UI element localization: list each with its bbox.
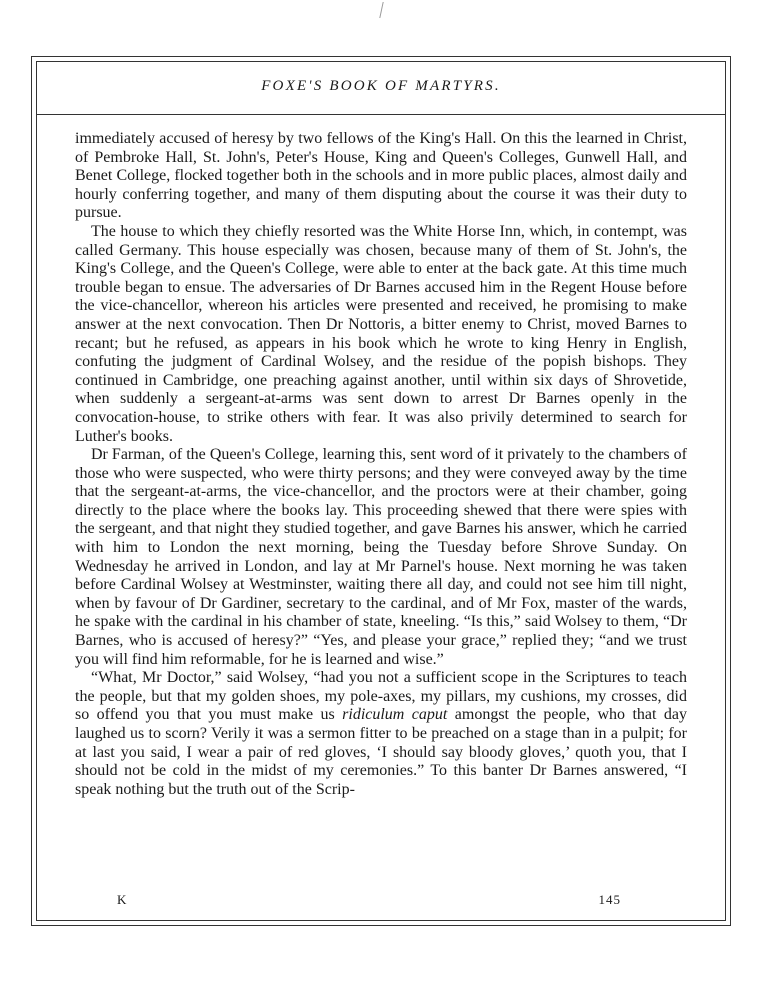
page-edge-mark	[379, 2, 385, 18]
body-text	[75, 130, 687, 799]
paragraph-dr-farman: Dr Farman, of the Queen's College, learning this, sent word of it privately to the chambers of those who were suspected, who were thirty persons; and they were conveyed away by the time that the sergeant-at-arms, the vice-chancellor, and the proctors were at their chamber, going directly to the place where the books lay. This proceeding shewed that there were spies with the sergeant, and that night they studied together, and gave Barnes his answer, which he carried with him to London the next morning, being the Tuesday before Shrove Sunday. On Wednesday he arrived in London, and lay at Mr Parnel's house. Next morning he was taken before Cardinal Wolsey at Westminster, waiting there all day, and could not see him till night, when by favour of Dr Gardiner, secretary to the cardinal, and of Mr Fox, master of the wards, he spake with the cardinal in his chamber of state, kneeling. “Is this,” said Wolsey to them, “Dr Barnes, who is accused of heresy?” “Yes, and please your grace,” replied they; “and we trust you will find him reformable, for he is learned and wise.”	[75, 446, 687, 668]
paragraph-white-horse-inn: The house to which they chiefly resorted was the White Horse Inn, which, in contempt, was called Germany. This house especially was chosen, because many of them of St. John's, the King's College, and the Queen's College, were able to enter at the back gate. At this time much trouble began to ensue. The adversaries of Dr Barnes accused him in the Regent House before the vice-chancellor, whereon his articles were presented and received, he promising to make answer at the next convocation. Then Dr Nottoris, a bitter enemy to Christ, moved Barnes to recant; but he refused, as appears in his book which he wrote to king Henry in English, confuting the judgment of Cardinal Wolsey, and the residue of the popish bishops. They continued in Cambridge, one preaching against another, until within six days of Shrovetide, when suddenly a sergeant-at-arms was sent down to arrest Dr Barnes openly in the convocation-house, to strike others with fear. It was also privily determined to search for Luther's books.	[75, 222, 687, 445]
wolsey-speech-text-2: amongst the people, who that day laughed us to scorn? Verily it was a sermon fitter to be preached on a stage than in a pulpit; for at last you said, I wear a pair of red gloves, ‘I should say bloody gloves,’ quoth you, that I should not be cold in the midst of my ceremonies.” To this banter Dr Barnes answered, “I speak nothing but the truth out of the Scrip-	[75, 706, 688, 798]
paragraph-continued: immediately accused of heresy by two fellows of the King's Hall. On this the learned in Christ, of Pembroke Hall, St. John's, Peter's House, King and Queen's Colleges, Gunwell Hall, and Benet College, flocked together both in the schools and in more public places, almost daily and hourly conferring together, and many of them disputing about the course it was their duty to pursue.	[75, 130, 687, 222]
wolsey-speech-italic-phrase: ridiculum caput	[342, 706, 448, 724]
page-number: 145	[598, 892, 621, 907]
signature-mark: K	[117, 892, 128, 907]
running-head: FOXE'S BOOK OF MARTYRS.	[261, 78, 501, 94]
header-rule	[36, 114, 726, 115]
wolsey-speech-text-1: “What, Mr Doctor,” said Wolsey, “had you not a sufficient scope in the Scriptures to teach the people, but that my golden shoes, my pole-axes, my pillars, my cushions, my crosses, did so offend you that you must make us	[75, 669, 687, 724]
paragraph-wolsey-speech	[75, 669, 687, 799]
